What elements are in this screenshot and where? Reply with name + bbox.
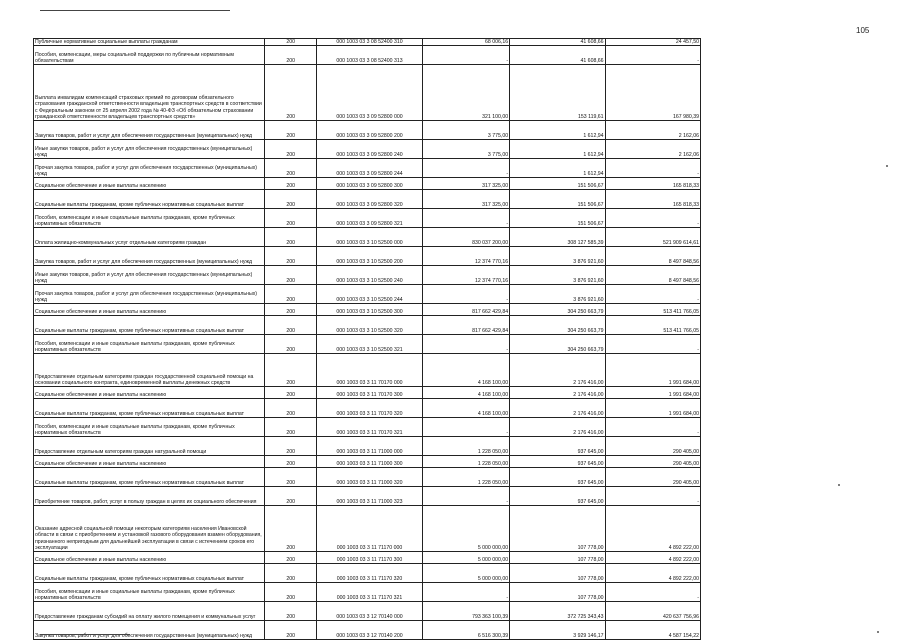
row-remaining-amount: - bbox=[605, 285, 700, 304]
row-executed-amount: 107 778,00 bbox=[510, 552, 605, 564]
row-budget-code: 000 1003 03 3 09 52800 300 bbox=[317, 178, 422, 190]
row-name: Пособия, компенсации и иные социальные выплаты гражданам, кроме публичных нормативных обязательств bbox=[34, 209, 265, 228]
row-executed-amount: 937 645,00 bbox=[510, 437, 605, 456]
row-approved-amount: 830 037 200,00 bbox=[422, 228, 509, 247]
row-admin-code: 200 bbox=[265, 387, 317, 399]
row-budget-code: 000 1003 03 3 10 52500 300 bbox=[317, 304, 422, 316]
table-row bbox=[34, 564, 701, 583]
row-executed-amount: 937 645,00 bbox=[510, 456, 605, 468]
row-executed-amount: 1 612,94 bbox=[510, 140, 605, 159]
row-approved-amount: 317 325,00 bbox=[422, 178, 509, 190]
row-remaining-amount: 8 497 848,56 bbox=[605, 247, 700, 266]
row-executed-amount: 304 250 663,79 bbox=[510, 316, 605, 335]
row-remaining-amount: 1 991 684,00 bbox=[605, 399, 700, 418]
row-executed-amount: 1 612,94 bbox=[510, 121, 605, 140]
row-approved-amount: 4 168 100,00 bbox=[422, 399, 509, 418]
row-budget-code: 000 1003 03 3 10 52500 240 bbox=[317, 266, 422, 285]
row-admin-code: 200 bbox=[265, 418, 317, 437]
row-admin-code: 200 bbox=[265, 178, 317, 190]
row-remaining-amount: 4 892 222,00 bbox=[605, 552, 700, 564]
row-name: Предоставление отдельным категориям граждан государственной социальной помощи на основании социального контракта, единовременной выплаты денежных средств bbox=[34, 354, 265, 387]
table-row bbox=[34, 602, 701, 621]
row-approved-amount: - bbox=[422, 583, 509, 602]
row-budget-code: 000 1003 03 3 09 52800 240 bbox=[317, 140, 422, 159]
scan-speck bbox=[886, 165, 888, 167]
row-approved-amount: 12 374 770,16 bbox=[422, 247, 509, 266]
row-executed-amount: 304 250 663,79 bbox=[510, 335, 605, 354]
row-name: Иные закупки товаров, работ и услуг для обеспечения государственных (муниципальных) нужд bbox=[34, 140, 265, 159]
row-remaining-amount: 4 587 154,22 bbox=[605, 621, 700, 640]
row-remaining-amount: 1 991 684,00 bbox=[605, 354, 700, 387]
row-executed-amount: 304 250 663,79 bbox=[510, 304, 605, 316]
table-row bbox=[34, 304, 701, 316]
row-admin-code: 200 bbox=[265, 285, 317, 304]
row-name: Закупка товаров, работ и услуг для обеспечения государственных (муниципальных) нужд bbox=[34, 621, 265, 640]
row-budget-code: 000 1003 03 3 08 52400 313 bbox=[317, 46, 422, 65]
row-approved-amount: 12 374 770,16 bbox=[422, 266, 509, 285]
row-name: Прочая закупка товаров, работ и услуг для обеспечения государственных (муниципальных) нужд bbox=[34, 285, 265, 304]
table-row bbox=[34, 209, 701, 228]
table-row bbox=[34, 266, 701, 285]
row-name: Выплата инвалидам компенсаций страховых премий по договорам обязательного страхования гражданской ответственности владельцев транспортных средств в соответствии с Федеральным законом от 25 апреля 2002 года № 40-ФЗ «Об обязательном страховании гражданской ответственности владельцев транспортных средств» bbox=[34, 65, 265, 121]
row-executed-amount: 937 645,00 bbox=[510, 487, 605, 506]
row-admin-code: 200 bbox=[265, 46, 317, 65]
row-remaining-amount: 165 818,33 bbox=[605, 190, 700, 209]
row-name: Закупка товаров, работ и услуг для обеспечения государственных (муниципальных) нужд bbox=[34, 121, 265, 140]
row-admin-code: 200 bbox=[265, 65, 317, 121]
row-budget-code: 000 1003 03 3 11 70170 000 bbox=[317, 354, 422, 387]
row-budget-code: 000 1003 03 3 10 52500 200 bbox=[317, 247, 422, 266]
table-body bbox=[34, 39, 701, 640]
row-budget-code: 000 1003 03 3 09 52800 000 bbox=[317, 65, 422, 121]
row-approved-amount: 5 000 000,00 bbox=[422, 552, 509, 564]
row-remaining-amount: - bbox=[605, 487, 700, 506]
row-approved-amount: 321 100,00 bbox=[422, 65, 509, 121]
row-approved-amount: 68 006,16 bbox=[422, 39, 509, 46]
row-budget-code: 000 1003 03 3 11 71170 321 bbox=[317, 583, 422, 602]
row-budget-code: 000 1003 03 3 10 52500 321 bbox=[317, 335, 422, 354]
row-budget-code: 000 1003 03 3 10 52500 244 bbox=[317, 285, 422, 304]
table-row bbox=[34, 456, 701, 468]
row-executed-amount: 3 876 921,60 bbox=[510, 266, 605, 285]
row-budget-code: 000 1003 03 3 10 52500 320 bbox=[317, 316, 422, 335]
row-executed-amount: 41 608,66 bbox=[510, 46, 605, 65]
row-remaining-amount: 8 497 848,56 bbox=[605, 266, 700, 285]
row-approved-amount: 1 228 050,00 bbox=[422, 437, 509, 456]
row-admin-code: 200 bbox=[265, 140, 317, 159]
row-admin-code: 200 bbox=[265, 39, 317, 46]
row-name: Социальное обеспечение и иные выплаты населению bbox=[34, 456, 265, 468]
row-approved-amount: 793 363 100,39 bbox=[422, 602, 509, 621]
row-executed-amount: 3 876 921,60 bbox=[510, 285, 605, 304]
table-row bbox=[34, 247, 701, 266]
row-executed-amount: 372 725 343,43 bbox=[510, 602, 605, 621]
row-executed-amount: 2 176 416,00 bbox=[510, 354, 605, 387]
row-approved-amount: - bbox=[422, 46, 509, 65]
row-executed-amount: 151 506,67 bbox=[510, 190, 605, 209]
row-name: Социальные выплаты гражданам, кроме публичных нормативных социальных выплат bbox=[34, 190, 265, 209]
row-remaining-amount: 165 818,33 bbox=[605, 178, 700, 190]
row-executed-amount: 41 608,66 bbox=[510, 39, 605, 46]
row-name: Социальные выплаты гражданам, кроме публичных нормативных социальных выплат bbox=[34, 468, 265, 487]
table-row bbox=[34, 552, 701, 564]
row-admin-code: 200 bbox=[265, 266, 317, 285]
table-row bbox=[34, 140, 701, 159]
table-row bbox=[34, 121, 701, 140]
scan-speck bbox=[838, 484, 840, 486]
page-number: 105 bbox=[856, 26, 870, 35]
row-executed-amount: 107 778,00 bbox=[510, 564, 605, 583]
row-budget-code: 000 1003 03 3 11 71170 300 bbox=[317, 552, 422, 564]
row-approved-amount: 817 662 429,84 bbox=[422, 304, 509, 316]
table-row bbox=[34, 437, 701, 456]
row-name: Публичные нормативные социальные выплаты гражданам bbox=[34, 39, 265, 46]
row-admin-code: 200 bbox=[265, 399, 317, 418]
row-budget-code: 000 1003 03 3 11 70170 300 bbox=[317, 387, 422, 399]
row-approved-amount: - bbox=[422, 487, 509, 506]
row-budget-code: 000 1003 03 3 09 52800 244 bbox=[317, 159, 422, 178]
row-admin-code: 200 bbox=[265, 487, 317, 506]
row-name: Социальное обеспечение и иные выплаты населению bbox=[34, 178, 265, 190]
row-name: Закупка товаров, работ и услуг для обеспечения государственных (муниципальных) нужд bbox=[34, 247, 265, 266]
row-name: Прочая закупка товаров, работ и услуг для обеспечения государственных (муниципальных) нужд bbox=[34, 159, 265, 178]
row-name: Социальные выплаты гражданам, кроме публичных нормативных социальных выплат bbox=[34, 316, 265, 335]
row-executed-amount: 937 645,00 bbox=[510, 468, 605, 487]
row-name: Социальное обеспечение и иные выплаты населению bbox=[34, 304, 265, 316]
row-admin-code: 200 bbox=[265, 564, 317, 583]
row-budget-code: 000 1003 03 3 11 71170 320 bbox=[317, 564, 422, 583]
row-remaining-amount: 2 162,06 bbox=[605, 121, 700, 140]
row-budget-code: 000 1003 03 3 09 52800 200 bbox=[317, 121, 422, 140]
row-remaining-amount: 513 411 766,05 bbox=[605, 304, 700, 316]
row-remaining-amount: 420 637 756,96 bbox=[605, 602, 700, 621]
row-admin-code: 200 bbox=[265, 304, 317, 316]
row-budget-code: 000 1003 03 3 09 52800 321 bbox=[317, 209, 422, 228]
row-remaining-amount: - bbox=[605, 209, 700, 228]
row-executed-amount: 151 506,67 bbox=[510, 209, 605, 228]
row-budget-code: 000 1003 03 3 12 70140 000 bbox=[317, 602, 422, 621]
table-row bbox=[34, 39, 701, 46]
row-name: Пособия, компенсации и иные социальные выплаты гражданам, кроме публичных нормативных обязательств bbox=[34, 335, 265, 354]
row-admin-code: 200 bbox=[265, 228, 317, 247]
row-executed-amount: 1 612,94 bbox=[510, 159, 605, 178]
row-name: Социальное обеспечение и иные выплаты населению bbox=[34, 552, 265, 564]
row-budget-code: 000 1003 03 3 11 70170 321 bbox=[317, 418, 422, 437]
row-remaining-amount: 167 980,39 bbox=[605, 65, 700, 121]
row-remaining-amount: 1 991 684,00 bbox=[605, 387, 700, 399]
row-approved-amount: 6 516 300,39 bbox=[422, 621, 509, 640]
row-remaining-amount: - bbox=[605, 418, 700, 437]
row-name: Оплата жилищно-коммунальных услуг отдельным категориям граждан bbox=[34, 228, 265, 247]
scan-speck bbox=[877, 631, 879, 633]
table-row bbox=[34, 190, 701, 209]
row-approved-amount: - bbox=[422, 159, 509, 178]
row-admin-code: 200 bbox=[265, 602, 317, 621]
row-remaining-amount: - bbox=[605, 46, 700, 65]
row-admin-code: 200 bbox=[265, 437, 317, 456]
table-row bbox=[34, 159, 701, 178]
row-admin-code: 200 bbox=[265, 121, 317, 140]
row-executed-amount: 3 929 146,17 bbox=[510, 621, 605, 640]
row-remaining-amount: - bbox=[605, 335, 700, 354]
row-executed-amount: 308 127 585,39 bbox=[510, 228, 605, 247]
row-remaining-amount: 290 405,00 bbox=[605, 437, 700, 456]
row-name: Социальные выплаты гражданам, кроме публичных нормативных социальных выплат bbox=[34, 399, 265, 418]
row-executed-amount: 107 778,00 bbox=[510, 506, 605, 552]
row-admin-code: 200 bbox=[265, 247, 317, 266]
row-name: Оказание адресной социальной помощи некоторым категориям населения Ивановской области в связи с приобретением и установкой газового оборудования взамен оборудования, признанного непригодным для дальнейшей эксплуатации в связи с истечением сроков его эксплуатации bbox=[34, 506, 265, 552]
row-name: Пособия, компенсации и иные социальные выплаты гражданам, кроме публичных нормативных обязательств bbox=[34, 583, 265, 602]
row-approved-amount: - bbox=[422, 418, 509, 437]
row-approved-amount: 5 000 000,00 bbox=[422, 564, 509, 583]
table-row bbox=[34, 583, 701, 602]
row-admin-code: 200 bbox=[265, 335, 317, 354]
table-row bbox=[34, 316, 701, 335]
row-approved-amount: 4 168 100,00 bbox=[422, 354, 509, 387]
budget-execution-table bbox=[33, 38, 701, 640]
row-name: Предоставление гражданам субсидий на оплату жилого помещения и коммунальных услуг bbox=[34, 602, 265, 621]
top-rule bbox=[40, 10, 230, 11]
row-executed-amount: 107 778,00 bbox=[510, 583, 605, 602]
table-row bbox=[34, 487, 701, 506]
row-approved-amount: - bbox=[422, 209, 509, 228]
row-admin-code: 200 bbox=[265, 316, 317, 335]
bottom-rule bbox=[40, 634, 130, 635]
row-executed-amount: 153 119,61 bbox=[510, 65, 605, 121]
row-approved-amount: - bbox=[422, 335, 509, 354]
row-approved-amount: 3 775,00 bbox=[422, 140, 509, 159]
row-executed-amount: 2 176 416,00 bbox=[510, 399, 605, 418]
row-name: Приобретение товаров, работ, услуг в пользу граждан в целях их социального обеспечения bbox=[34, 487, 265, 506]
row-remaining-amount: 4 892 222,00 bbox=[605, 506, 700, 552]
table-row bbox=[34, 506, 701, 552]
row-budget-code: 000 1003 03 3 11 71000 300 bbox=[317, 456, 422, 468]
row-approved-amount: 5 000 000,00 bbox=[422, 506, 509, 552]
row-name: Пособия, компенсации, меры социальной поддержки по публичным нормативным обязательствам bbox=[34, 46, 265, 65]
row-name: Пособия, компенсации и иные социальные выплаты гражданам, кроме публичных нормативных обязательств bbox=[34, 418, 265, 437]
row-remaining-amount: 521 909 614,61 bbox=[605, 228, 700, 247]
row-budget-code: 000 1003 03 3 11 71000 000 bbox=[317, 437, 422, 456]
row-admin-code: 200 bbox=[265, 159, 317, 178]
row-remaining-amount: - bbox=[605, 159, 700, 178]
row-budget-code: 000 1003 03 3 10 52500 000 bbox=[317, 228, 422, 247]
table-row bbox=[34, 621, 701, 640]
row-approved-amount: 4 168 100,00 bbox=[422, 387, 509, 399]
table-row bbox=[34, 418, 701, 437]
row-admin-code: 200 bbox=[265, 506, 317, 552]
row-admin-code: 200 bbox=[265, 468, 317, 487]
row-remaining-amount: 513 411 766,05 bbox=[605, 316, 700, 335]
row-admin-code: 200 bbox=[265, 621, 317, 640]
row-approved-amount: - bbox=[422, 285, 509, 304]
row-approved-amount: 817 662 429,84 bbox=[422, 316, 509, 335]
row-remaining-amount: 290 405,00 bbox=[605, 456, 700, 468]
row-remaining-amount: 290 405,00 bbox=[605, 468, 700, 487]
table-row bbox=[34, 285, 701, 304]
row-admin-code: 200 bbox=[265, 190, 317, 209]
table-row bbox=[34, 178, 701, 190]
row-admin-code: 200 bbox=[265, 209, 317, 228]
table-row bbox=[34, 65, 701, 121]
row-remaining-amount: - bbox=[605, 583, 700, 602]
row-budget-code: 000 1003 03 3 11 70170 320 bbox=[317, 399, 422, 418]
row-budget-code: 000 1003 03 3 09 52800 320 bbox=[317, 190, 422, 209]
row-name: Иные закупки товаров, работ и услуг для обеспечения государственных (муниципальных) нужд bbox=[34, 266, 265, 285]
row-budget-code: 000 1003 03 3 08 52400 310 bbox=[317, 39, 422, 46]
row-admin-code: 200 bbox=[265, 552, 317, 564]
table-row bbox=[34, 46, 701, 65]
row-budget-code: 000 1003 03 3 11 71000 320 bbox=[317, 468, 422, 487]
row-approved-amount: 317 325,00 bbox=[422, 190, 509, 209]
row-executed-amount: 2 176 416,00 bbox=[510, 418, 605, 437]
table-row bbox=[34, 399, 701, 418]
row-admin-code: 200 bbox=[265, 456, 317, 468]
row-executed-amount: 2 176 416,00 bbox=[510, 387, 605, 399]
row-budget-code: 000 1003 03 3 11 71170 000 bbox=[317, 506, 422, 552]
table-row bbox=[34, 387, 701, 399]
row-approved-amount: 3 775,00 bbox=[422, 121, 509, 140]
row-approved-amount: 1 228 050,00 bbox=[422, 468, 509, 487]
row-executed-amount: 151 506,67 bbox=[510, 178, 605, 190]
row-name: Предоставление отдельным категориям граждан натуральной помощи bbox=[34, 437, 265, 456]
row-remaining-amount: 24 457,50 bbox=[605, 39, 700, 46]
table-row bbox=[34, 228, 701, 247]
table-row bbox=[34, 354, 701, 387]
table-row bbox=[34, 335, 701, 354]
row-name: Социальное обеспечение и иные выплаты населению bbox=[34, 387, 265, 399]
row-executed-amount: 3 876 921,60 bbox=[510, 247, 605, 266]
row-remaining-amount: 2 162,06 bbox=[605, 140, 700, 159]
row-budget-code: 000 1003 03 3 12 70140 200 bbox=[317, 621, 422, 640]
row-admin-code: 200 bbox=[265, 354, 317, 387]
row-name: Социальные выплаты гражданам, кроме публичных нормативных социальных выплат bbox=[34, 564, 265, 583]
table-row bbox=[34, 468, 701, 487]
row-budget-code: 000 1003 03 3 11 71000 323 bbox=[317, 487, 422, 506]
row-admin-code: 200 bbox=[265, 583, 317, 602]
row-approved-amount: 1 228 050,00 bbox=[422, 456, 509, 468]
row-remaining-amount: 4 892 222,00 bbox=[605, 564, 700, 583]
